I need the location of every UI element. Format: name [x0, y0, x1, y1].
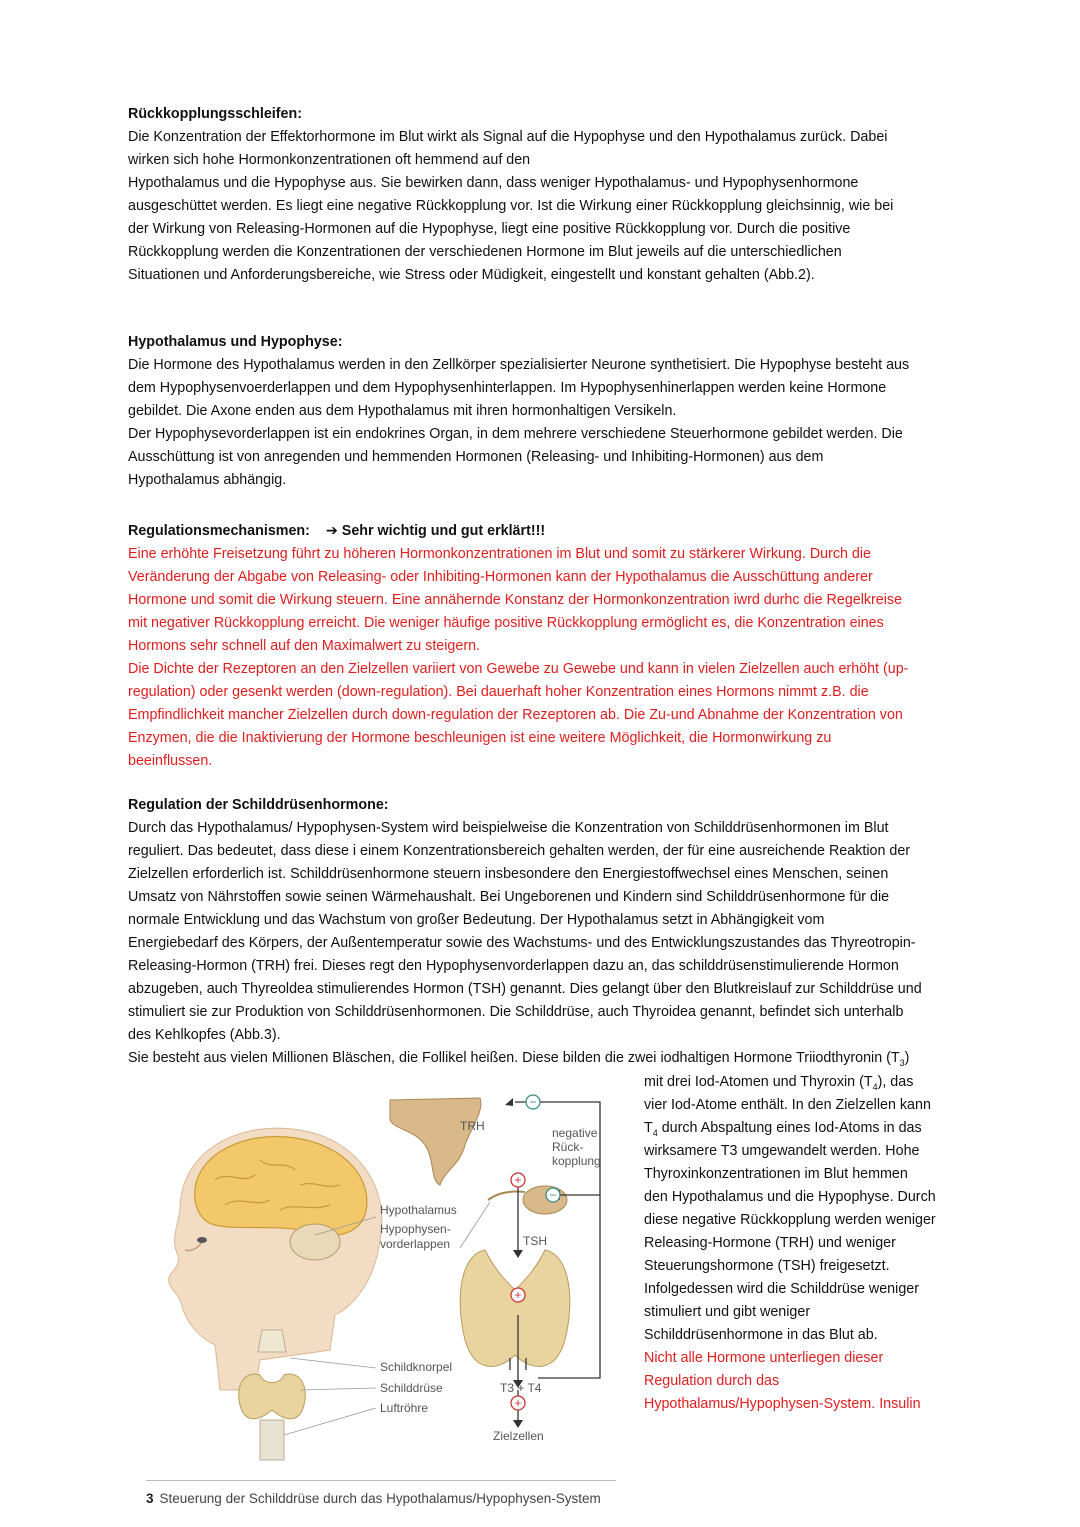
svg-text:+: + [514, 1173, 522, 1187]
stimulate-circle-3 [511, 1396, 525, 1410]
feedback-line-6: Rückkopplung werden die Konzentrationen der verschiedenen Hormone im Blut jeweils auf die unterschiedlichen [128, 244, 842, 260]
caption-number: 3 [146, 1491, 154, 1506]
thyroid-regulation-figure [140, 1090, 620, 1470]
regulation-line-5: Hormons sehr schnell auf den Maximalwert zu steigern. [128, 638, 481, 654]
regulation-line-10: beeinflussen. [128, 753, 213, 769]
right-line-11: stimuliert und gibt weniger [644, 1304, 811, 1320]
regulation-line-9: Enzymen, die die Inaktivierung der Hormone beschleunigen ist eine weitere Möglichkeit, die Hormonwirkung zu [128, 730, 832, 746]
thyroid-line-6: Energiebedarf des Körpers, der Außentemperatur sowie des Wachstums- und des Entwicklungszustandes das Thyreotropin- [128, 935, 916, 951]
feedback-line-4: ausgeschüttet werden. Es liegt eine negative Rückkopplung vor. Ist die Wirkung einer Rückkopplung gleichsinnig, wie bei [128, 198, 894, 214]
right-line-6: den Hypothalamus und die Hypophyse. Durch [644, 1189, 936, 1205]
thyroid-line-5: normale Entwicklung und das Wachstum von großer Bedeutung. Der Hypothalamus setzt in Abhängigkeit vom [128, 912, 825, 928]
thyroid-line-1: Durch das Hypothalamus/ Hypophysen-System wird beispielweise die Konzentration von Schilddrüsenhormonen im Blut [128, 820, 889, 836]
right-line-8: Releasing-Hormone (TRH) und weniger [644, 1235, 896, 1251]
caption-text: Steuerung der Schilddrüse durch das Hypothalamus/Hypophysen-System [159, 1491, 601, 1506]
right-line-9: Steuerungshormone (TSH) freigesetzt. [644, 1258, 890, 1274]
important-note: ➔ Sehr wichtig und gut erklärt!!! [325, 523, 546, 539]
label-zielzellen: Zielzellen [493, 1429, 544, 1443]
cerebellum-icon [290, 1224, 340, 1260]
right-line-4: wirksamere T3 umgewandelt werden. Hohe [644, 1143, 920, 1159]
thyroid-line-3: Zielzellen erforderlich ist. Schilddrüsenhormone steuern insbesondere den Energiestoffwechsel eines Menschen, seinen [128, 866, 889, 882]
svg-text:+: + [514, 1396, 522, 1410]
feedback-line-7: Situationen und Anforderungsbereiche, wie Stress oder Müdigkeit, eingestellt und konstant gehalten (Abb.2). [128, 267, 815, 283]
label-schilddruese: Schilddrüse [380, 1381, 443, 1395]
right-red-line-1: Nicht alle Hormone unterliegen dieser [644, 1350, 884, 1366]
regulation-line-1: Eine erhöhte Freisetzung führt zu höheren Hormonkonzentrationen im Blut und somit zu stärkerer Wirkung. Durch die [128, 546, 872, 562]
hypothalamus-line-4: Der Hypophysevorderlappen ist ein endokrines Organ, in dem mehrere verschiedene Steuerhormone gebildet werden. Die [128, 426, 903, 442]
hypothalamus-line-5: Ausschüttung ist von anregenden und hemmenden Hormonen (Releasing- und Inhibiting-Hormonen) aus dem [128, 449, 824, 465]
hypothalamus-line-3: gebildet. Die Axone enden aus dem Hypothalamus mit ihren hormonhaltigen Versikeln. [128, 403, 677, 419]
thyroid-line-10: des Kehlkopfes (Abb.3). [128, 1027, 281, 1043]
section-thyroid-regulation [128, 794, 954, 1070]
label-negative-3: kopplung [552, 1154, 601, 1168]
label-hvl-2: vorderlappen [380, 1237, 451, 1251]
label-trh: TRH [460, 1119, 485, 1133]
label-t3-t4: T3 + T4 [500, 1381, 542, 1395]
thyroid-line-7: Releasing-Hormon (TRH) frei. Dieses regt den Hypophysenvorderlappen dazu an, das schilddrüsenstimulierende Hormon [128, 958, 899, 974]
regulation-line-4: mit negativer Rückkopplung erreicht. Die weniger häufige positive Rückkopplung ermöglicht es, die Konzentration eines [128, 615, 884, 631]
figure-caption [146, 1480, 616, 1508]
right-line-3: $T_4$ durch Abspaltung eines Iod-Atoms in das [644, 1120, 922, 1138]
label-hypothalamus: Hypothalamus [380, 1203, 457, 1217]
feedback-line-2: wirken sich hohe Hormonkonzentrationen oft hemmend auf den [128, 152, 531, 168]
thyroid-line-4: Umsatz von Nährstoffen sowie seinen Wärmehaushalt. Bei Ungeborenen und Kindern sind Schilddrüsenhormone für die [128, 889, 890, 905]
right-line-2: vier Iod-Atome enthält. In den Zielzellen kann [644, 1097, 931, 1113]
trachea-icon [260, 1420, 284, 1460]
thyroid-last-line: Sie besteht aus vielen Millionen Bläschen, die Follikel heißen. Diese bilden die zwei iodhaltigen Hormone Triiodthyronin $(T_3)$ [128, 1050, 910, 1068]
right-line-7: diese negative Rückkopplung werden weniger [644, 1212, 936, 1228]
hypothalamus-shape [390, 1098, 481, 1185]
stimulate-circle-1 [511, 1173, 525, 1187]
small-thyroid-icon [239, 1374, 306, 1419]
thyroid-gland-icon [460, 1250, 570, 1366]
regulation-paragraph [128, 543, 954, 773]
svg-text:−: − [529, 1095, 537, 1109]
section-regulation-mechanisms [128, 520, 954, 773]
regulation-line-8: Empfindlichkeit mancher Zielzellen durch down-regulation der Rezeptoren ab. Die Zu-und Abnahme der Konzentration von [128, 707, 903, 723]
heading-thyroid: Regulation der Schilddrüsenhormone: [128, 797, 389, 813]
right-line-10: Infolgedessen wird die Schilddrüse weniger [644, 1281, 919, 1297]
hypothalamus-line-1: Die Hormone des Hypothalamus werden in den Zellkörper spezialisierter Neurone synthetisiert. Die Hypophyse besteht aus [128, 357, 910, 373]
label-negative-2: Rück- [552, 1140, 584, 1154]
thyroid-line-2: reguliert. Das bedeutet, dass diese i einem Konzentrationsbereich gehalten werden, der für eine ausreichende Reaktion der [128, 843, 911, 859]
hypothalamus-line-6: Hypothalamus abhängig. [128, 472, 287, 488]
regulation-line-3: Hormone und somit die Wirkung steuern. Eine annähernde Konstanz der Hormonkonzentration iwrd durhc die Regelkreise [128, 592, 903, 608]
right-line-1: mit drei Iod-Atomen und Thyroxin $(T_4)$, das [644, 1074, 914, 1092]
thyroid-line-9: stimuliert sie zur Produktion von Schilddrüsenhormonen. Die Schilddrüse, auch Thyroidea genannt, befindet sich unterhalb [128, 1004, 904, 1020]
right-red-line-2: Regulation durch das [644, 1373, 780, 1389]
pituitary-shape [523, 1186, 567, 1214]
right-line-5: Thyroxinkonzentrationen im Blut hemmen [644, 1166, 908, 1182]
regulation-line-2: Veränderung der Abgabe von Releasing- oder Inhibiting-Hormonen kann der Hypothalamus die Ausschüttung anderer [128, 569, 873, 585]
section-hypothalamus [128, 331, 954, 492]
feedback-paragraph [128, 126, 954, 287]
stimulate-circle-2 [511, 1288, 525, 1302]
label-tsh: TSH [523, 1234, 547, 1248]
heading-regulation: Regulationsmechanismen: ➔ Sehr wichtig und gut erklärt!!! [128, 523, 546, 539]
label-luftroehre: Luftröhre [380, 1401, 429, 1415]
thyroid-paragraph [128, 817, 954, 1047]
heading-feedback: Rückkopplungsschleifen: [128, 106, 302, 122]
section-feedback-loops [128, 103, 954, 287]
inhibit-circle-2 [546, 1188, 560, 1202]
hypothalamus-paragraph [128, 354, 954, 492]
svg-text:+: + [514, 1288, 522, 1302]
thyroid-line-8: abzugeben, auch Thyreoldea stimulierendes Hormon (TSH) genannt. Dies gelangt über den Blutkreislauf zur Schilddrüse und [128, 981, 922, 997]
right-red-line-3: Hypothalamus/Hypophysen-System. Insulin [644, 1396, 921, 1412]
heading-hypothalamus: Hypothalamus und Hypophyse: [128, 334, 343, 350]
feedback-line-3: Hypothalamus und die Hypophyse aus. Sie bewirken dann, dass weniger Hypothalamus- und Hypophysenhormone [128, 175, 859, 191]
svg-text:−: − [549, 1188, 557, 1202]
feedback-line-1: Die Konzentration der Effektorhormone im Blut wirkt als Signal auf die Hypophyse und den Hypothalamus zurück. Dabei [128, 129, 888, 145]
label-schildknorpel: Schildknorpel [380, 1360, 453, 1374]
feedback-line-5: der Wirkung von Releasing-Hormonen auf die Hypophyse, liegt eine positive Rückkopplung vor. Durch die positive [128, 221, 851, 237]
label-negative-1: negative [552, 1126, 598, 1140]
regulation-line-7: regulation) oder gesenkt werden (down-regulation). Bei dauerhaft hoher Konzentration eines Hormons nimmt z.B. die [128, 684, 869, 700]
right-line-12: Schilddrüsenhormone in das Blut ab. [644, 1327, 878, 1343]
label-hvl-1: Hypophysen- [380, 1222, 451, 1236]
inhibit-circle-1 [526, 1095, 540, 1109]
right-column-text [644, 1071, 954, 1416]
hypothalamus-line-2: dem Hypophysenvoerderlappen und dem Hypophysenhinterlappen. Im Hypophysenhinerlappen werden keine Hormone [128, 380, 887, 396]
regulation-line-6: Die Dichte der Rezeptoren an den Zielzellen variiert von Gewebe zu Gewebe und kann in vielen Zielzellen auch erhöht (up- [128, 661, 909, 677]
